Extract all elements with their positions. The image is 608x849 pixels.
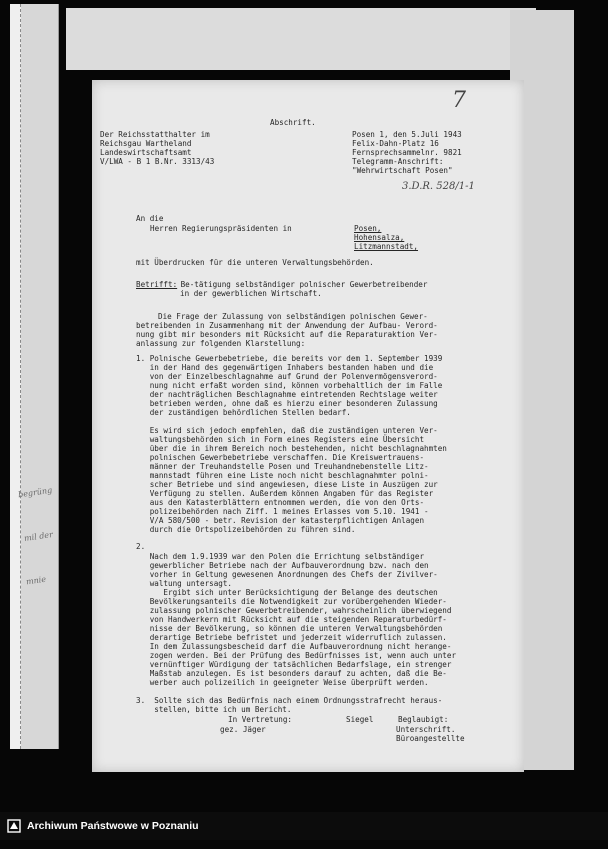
- item1b-line: Es wird sich jedoch empfehlen, daß die zuständigen unteren Ver-: [136, 426, 438, 435]
- address-line-4: "Wehrwirtschaft Posen": [352, 166, 453, 175]
- item3-line: 3. Sollte sich das Bedürfnis nach einem Ordnungsstrafrecht heraus-: [136, 696, 443, 705]
- place-date: Posen 1, den 5.Juli 1943: [352, 130, 462, 139]
- abschrift-label: Abschrift.: [270, 118, 316, 127]
- item2-line: Ergibt sich unter Berücksichtigung der Belange des deutschen: [136, 588, 438, 597]
- item1-line: der zuständigen behördlichen Stellen bedarf.: [136, 408, 351, 417]
- archive-logo-icon: [7, 819, 21, 833]
- item1b-line: aus den Katasterblättern entnommen werden, die von den Orts-: [136, 498, 425, 507]
- underlying-page: [12, 4, 59, 749]
- address-line-2: Fernsprechsammelnr. 9821: [352, 148, 462, 157]
- signature-beglaubigt: Beglaubigt:: [398, 715, 449, 724]
- item1b-line: polnischen Gewerbebetriebe verschaffen. Die Kreiswertrauens-: [136, 453, 425, 462]
- page-number-handwritten: 7: [452, 88, 466, 113]
- intro-line: anlassung zur folgenden Klarstellung:: [136, 339, 306, 348]
- item2-line: waltung untersagt.: [136, 579, 233, 588]
- item2-line: vorher in Geltung gewesenen Anordnungen des Chefs der Zivilver-: [136, 570, 438, 579]
- item3-line: stellen, bitte ich um Bericht.: [136, 705, 292, 714]
- address-line-3: Telegramm-Anschrift:: [352, 157, 444, 166]
- item1b-line: männer der Treuhandstelle Posen und Treuhandnebenstelle Litz-: [136, 462, 429, 471]
- item2-line: zulassung polnischer Gewerbetreibender, wahrscheinlich überwiegend: [136, 606, 452, 615]
- signature-unterschrift: Unterschrift.: [396, 725, 456, 734]
- recipient-line: Herren Regierungspräsidenten in: [150, 224, 292, 233]
- handwritten-reference: 3.D.R. 528/1-1: [402, 181, 475, 192]
- signature-siegel: Siegel: [346, 715, 374, 724]
- recipient-copies: mit Überdrucken für die unteren Verwaltungsbehörden.: [136, 258, 374, 267]
- item1-line: in der Hand des gegenwärtigen Inhabers bestanden haben und die: [136, 363, 434, 372]
- item2-line: Maßstab anzulegen. Es ist besonders darauf zu achten, daß die Be-: [136, 669, 447, 678]
- item2-number: 2.: [136, 542, 146, 551]
- underlying-handwriting: begrüng: [17, 485, 53, 500]
- recipient-an-die: An die: [136, 214, 164, 223]
- recipient-city-posen: Posen,: [354, 224, 382, 233]
- underlying-handwriting: mnie: [25, 574, 47, 587]
- item1-line: nung nicht erfaßt worden sind, können vorbehaltlich der im Falle: [136, 381, 443, 390]
- sender-line-1: Der Reichsstatthalter im: [100, 130, 210, 139]
- subject-line-1: Be-tätigung selbständiger polnischer Gewerbetreibender: [176, 280, 428, 289]
- intro-line: nung gibt mir besonders mit Rücksicht auf die Reparaturaktion Ver-: [136, 330, 438, 339]
- item2-line: zogen werden. Bei der Prüfung des Bedürfnisses ist, wenn auch unter: [136, 651, 457, 660]
- signature-name: gez. Jäger: [220, 725, 266, 734]
- archive-name: Archiwum Państwowe w Poznaniu: [27, 820, 199, 832]
- item2-line: werber auch polizeilich in geeigneter Weise überprüft werden.: [136, 678, 429, 687]
- subject-line-2: in der gewerblichen Wirtschaft.: [180, 289, 322, 298]
- item2-line: In dem Zulassungsbescheid darf die Aufbauverordnung nicht herange-: [136, 642, 452, 651]
- page-binding-strip: [10, 4, 21, 749]
- background-document-top: [66, 8, 536, 70]
- intro-line: Die Frage der Zulassung von selbständigen polnischen Gewer-: [158, 312, 428, 321]
- sender-line-4: V/LWA - B 1 B.Nr. 3313/43: [100, 157, 215, 166]
- item1b-line: Verfügung zu stellen. Außerdem können Angaben für das Register: [136, 489, 434, 498]
- item2-line: vernünftiger Würdigung der tatsächlichen Bedarfslage, ein strenger: [136, 660, 452, 669]
- intro-line: betreibenden in Zusammenhang mit der Anwendung der Aufbau- Verord-: [136, 321, 438, 330]
- underlying-handwriting: mil der: [23, 530, 54, 543]
- item1b-line: V/A 580/500 - betr. Revision der katasterpflichtigen Anlagen: [136, 516, 425, 525]
- item1b-line: polizeibehörden nach Ziff. 1 meines Erlasses vom 5.10. 1941 -: [136, 507, 429, 516]
- document-text: [96, 88, 520, 849]
- sender-line-2: Reichsgau Wartheland: [100, 139, 192, 148]
- item2-line: Nach dem 1.9.1939 war den Polen die Errichtung selbständiger: [136, 552, 425, 561]
- recipient-city-hohensalza: Hohensalza,: [354, 233, 405, 242]
- item2-line: von Handwerkern mit Rücksicht auf die steigenden Reparaturbedürf-: [136, 615, 447, 624]
- address-line-1: Felix-Dahn-Platz 16: [352, 139, 439, 148]
- signature-in-vertretung: In Vertretung:: [228, 715, 293, 724]
- item2-line: gewerblicher Betriebe nach der Aufbauverordnung bzw. nach den: [136, 561, 429, 570]
- item1-line: betrieben werden, ohne daß es hierzu einer besonderen Zulassung: [136, 399, 438, 408]
- item1b-line: mannstadt führen eine Liste noch nicht beschlagnahmter polni-: [136, 471, 429, 480]
- item1b-line: durch die Ortspolizeibehörden zu führen sind.: [136, 525, 356, 534]
- item1b-line: waltungsbehörden sich in Form eines Registers eine Übersicht: [136, 435, 425, 444]
- archive-footer: [0, 812, 608, 840]
- item1b-line: über die in ihrem Bereich noch bestehenden, nicht beschlagnahmten: [136, 444, 447, 453]
- item1b-line: scher Betriebe und sind angewiesen, diese Liste in Auszügen zur: [136, 480, 438, 489]
- item1-line: der nachträglichen Beschlagnahme eintretenden Rechtslage weiter: [136, 390, 438, 399]
- recipient-city-litzmannstadt: Litzmannstadt,: [354, 242, 419, 251]
- item1-line: 1. Polnische Gewerbebetriebe, die bereits vor dem 1. September 1939: [136, 354, 443, 363]
- item2-line: nisse der Bevölkerung, so können die unteren Verwaltungsbehörden: [136, 624, 443, 633]
- item2-line: Bevölkerungsanteils die Notwendigkeit zur vorübergehenden Wieder-: [136, 597, 447, 606]
- sender-line-3: Landeswirtschaftsamt: [100, 148, 192, 157]
- item2-line: derartige Betriebe befristet und jederzeit widerruflich zulassen.: [136, 633, 447, 642]
- signature-bueroangestellte: Büroangestellte: [396, 734, 465, 743]
- subject-label: Betrifft:: [136, 280, 178, 289]
- item1-line: von der Einzelbeschlagnahme auf Grund der Polenvermögensverord-: [136, 372, 438, 381]
